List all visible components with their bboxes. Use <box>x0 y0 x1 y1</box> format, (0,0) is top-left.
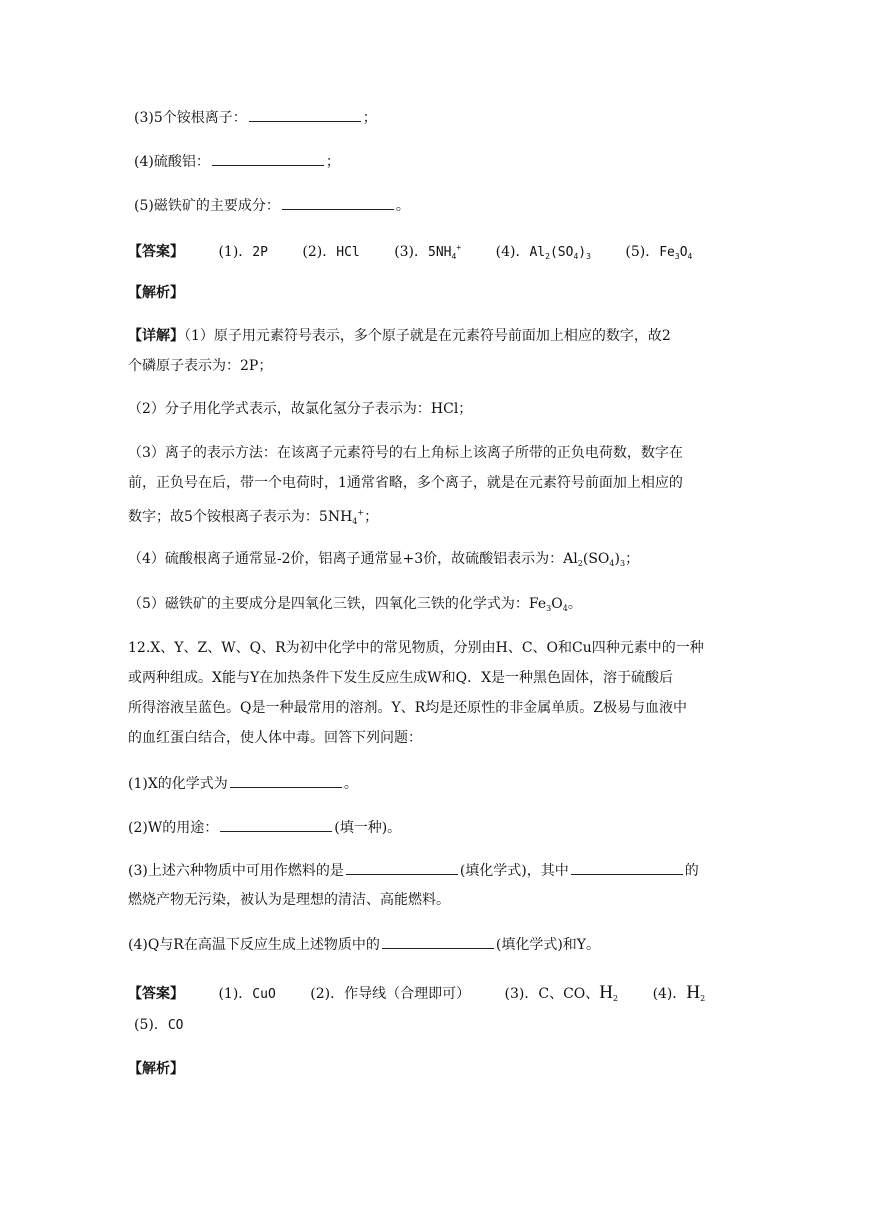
detail-text: （1）原子用元素符号表示，多个原子就是在元素符号前面加上相应的数字，故2 <box>184 328 671 344</box>
answer-blank <box>346 861 458 875</box>
q11-part4-label: (4)硫酸铝： <box>134 154 210 170</box>
answer-3: C、CO、$H_2$ <box>538 982 619 1003</box>
q12-part3: (3)上述六种物质中可用作燃料的是 (填化学式)，其中 的 <box>128 863 699 879</box>
answer-blank <box>230 774 342 788</box>
answer-1: CuO <box>252 987 276 1002</box>
answer-4: $Al_2(SO_4)_3$ <box>529 245 591 261</box>
q11-detail-3-cont: 前，正负号在后，带一个电荷时，1通常省略，多个离子，就是在元素符号前面加上相应的 <box>128 475 683 491</box>
answer-blank <box>212 152 324 166</box>
q11-detail-3: （3）离子的表示方法：在该离子元素符号的右上角标上该离子所带的正负电荷数，数字在 <box>128 445 683 461</box>
answer-label: (5)． <box>625 244 660 260</box>
q12-part2: (2)W的用途： (填一种)。 <box>128 820 402 836</box>
q11-part5-label: (5)磁铁矿的主要成分： <box>134 198 280 214</box>
q11-detail-2: （2）分子用化学式表示，故氯化氢分子表示为：HCl； <box>128 401 473 417</box>
answer-blank <box>382 935 494 949</box>
q12-answer-cont <box>134 1015 184 1036</box>
answer-label: (4)． <box>652 986 687 1002</box>
answer-blank <box>282 196 394 210</box>
answer-tag: 【答案】 <box>128 986 184 1002</box>
answer-label: (4)． <box>495 244 530 260</box>
q11-answer <box>128 238 692 267</box>
answer-3: $5NH_4^+$ <box>428 243 462 261</box>
q12-stem-3: 所得溶液呈蓝色。Q是一种最常用的溶剂。Y、R均是还原性的非金属单质。Z极易与血液中 <box>128 700 687 716</box>
answer-label: (1)． <box>218 986 253 1002</box>
answer-label: (2)． <box>302 244 337 260</box>
q11-detail-3-end: 数字；故5个铵根离子表示为：$5NH_4^+$； <box>128 508 379 526</box>
answer-blank <box>571 861 683 875</box>
q11-part5 <box>134 196 410 216</box>
q12-part3-cont: 燃烧产物无污染，被认为是理想的清洁、高能燃料。 <box>128 892 450 908</box>
q11-detail-1-cont: 个磷原子表示为：2P； <box>128 358 273 374</box>
answer-label: (5)． <box>134 1017 168 1033</box>
q12-stem-4: 的血红蛋白结合，使人体中毒。回答下列问题： <box>128 730 422 746</box>
answer-5: CO <box>167 1018 184 1033</box>
answer-blank <box>220 818 332 832</box>
detail-tag: 【详解】 <box>128 328 184 344</box>
answer-label: (2)． <box>310 986 345 1002</box>
answer-5: $Fe_3O_4$ <box>659 245 693 261</box>
q11-detail-1 <box>128 326 671 346</box>
answer-blank <box>249 108 361 122</box>
q12-stem-1: 12.X、Y、Z、W、Q、R为初中化学中的常见物质，分别由H、C、O和Cu四种元素中的一种 <box>128 640 704 656</box>
answer-label: (1)． <box>218 244 253 260</box>
answer-tag: 【答案】 <box>128 244 184 260</box>
answer-4: $H_2$ <box>686 982 706 1003</box>
q12-analysis-tag: 【解析】 <box>128 1061 184 1077</box>
q12-part1: (1)X的化学式为 。 <box>128 776 358 792</box>
answer-1: 2P <box>252 245 268 260</box>
q11-part3 <box>134 108 377 128</box>
answer-label: (3)． <box>504 986 539 1002</box>
q11-part4-end: ； <box>325 154 340 170</box>
q11-detail-5: （5）磁铁矿的主要成分是四氧化三铁，四氧化三铁的化学式为：$Fe_3O_4$。 <box>128 596 582 613</box>
q12-part4: (4)Q与R在高温下反应生成上述物质中的 (填化学式)和Y。 <box>128 937 601 953</box>
q11-part5-end: 。 <box>395 198 410 214</box>
q12-answer <box>128 983 705 1009</box>
answer-2: 作导线（合理即可） <box>344 986 471 1002</box>
q11-analysis-tag: 【解析】 <box>128 285 184 301</box>
answer-2: HCl <box>336 245 360 260</box>
q12-stem-2: 或两种组成。X能与Y在加热条件下发生反应生成W和Q．X是一种黑色固体，溶于硫酸后 <box>128 670 674 686</box>
q11-detail-4: （4）硫酸根离子通常显-2价，铝离子通常显+3价，故硫酸铝表示为：$Al_2(SO_4)_3$； <box>128 551 640 568</box>
q11-part4 <box>134 152 340 172</box>
q11-part3-end: ； <box>362 110 377 126</box>
answer-label: (3)． <box>394 244 429 260</box>
q11-part3-label: (3)5个铵根离子： <box>134 110 247 126</box>
